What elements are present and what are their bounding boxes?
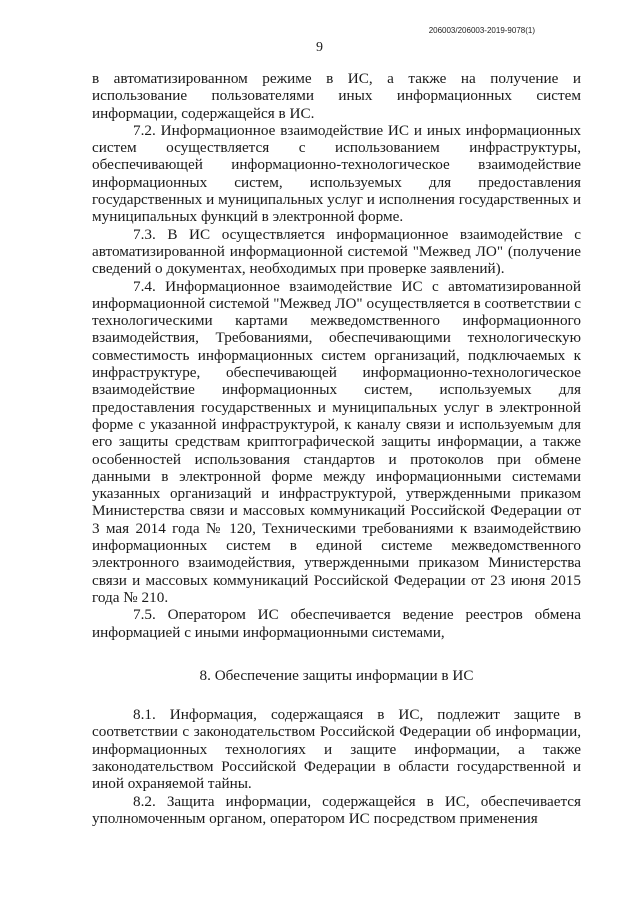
- paragraph-8-1: 8.1. Информация, содержащаяся в ИС, подлежит защите в соответствии с законодательством Российской Федерации об информации, информационных технологиях и защите информации, а также законодательством Российской Федерации в области государственной и иной охраняемой тайны.: [92, 706, 581, 793]
- paragraph-7-4: 7.4. Информационное взаимодействие ИС с автоматизированной информационной системой "Межвед ЛО" осуществляется в соответствии с технологическими картами межведомственного информационного взаимодействия, Требованиями, обеспечивающими технологическую совместимость информационных систем организаций, подключаемых к инфраструктуре, обеспечивающей информационно-технологическое взаимодействие информационных систем, используемых для предоставления государственных и муниципальных услуг в электронной форме с указанной инфраструктурой, к каналу связи и используемым для его защиты средствам криптографической защиты информации, а также особенностей использования стандартов и протоколов при обмене данными в электронной форме между информационными системами указанных организаций и инфраструктурой, утвержденными приказом Министерства связи и массовых коммуникаций Российской Федерации от 3 мая 2014 года № 120, Техническими требованиями к взаимодействию информационных систем в единой системе межведомственного электронного взаимодействия, утвержденными приказом Министерства связи и массовых коммуникаций Российской Федерации от 23 июня 2015 года № 210.: [92, 277, 581, 606]
- paragraph-7-2: 7.2. Информационное взаимодействие ИС и иных информационных систем осуществляется с использованием инфраструктуры, обеспечивающей информационно-технологическое взаимодействие информационных систем, используемых для предоставления государственных и муниципальных услуг и исполнения государственных и муниципальных функций в электронной форме.: [92, 121, 581, 226]
- paragraph-7-3: 7.3. В ИС осуществляется информационное взаимодействие с автоматизированной информационной системой "Межвед ЛО" (получение сведений о документах, необходимых при проверке заявлений).: [92, 225, 581, 278]
- document-body: [92, 70, 581, 827]
- paragraph-continuation: в автоматизированном режиме в ИС, а также на получение и использование пользователями иных информационных систем информации, содержащейся в ИС.: [92, 70, 581, 122]
- paragraph-7-5: 7.5. Оператором ИС обеспечивается ведение реестров обмена информацией с иными информационными системами,: [92, 606, 581, 641]
- page-number: 9: [316, 40, 323, 55]
- document-id: 206003/206003-2019-9078(1): [428, 26, 535, 35]
- paragraph-8-2: 8.2. Защита информации, содержащейся в ИС, обеспечивается уполномоченным органом, оператором ИС посредством применения: [92, 792, 581, 827]
- section-heading-8: 8. Обеспечение защиты информации в ИС: [199, 666, 474, 684]
